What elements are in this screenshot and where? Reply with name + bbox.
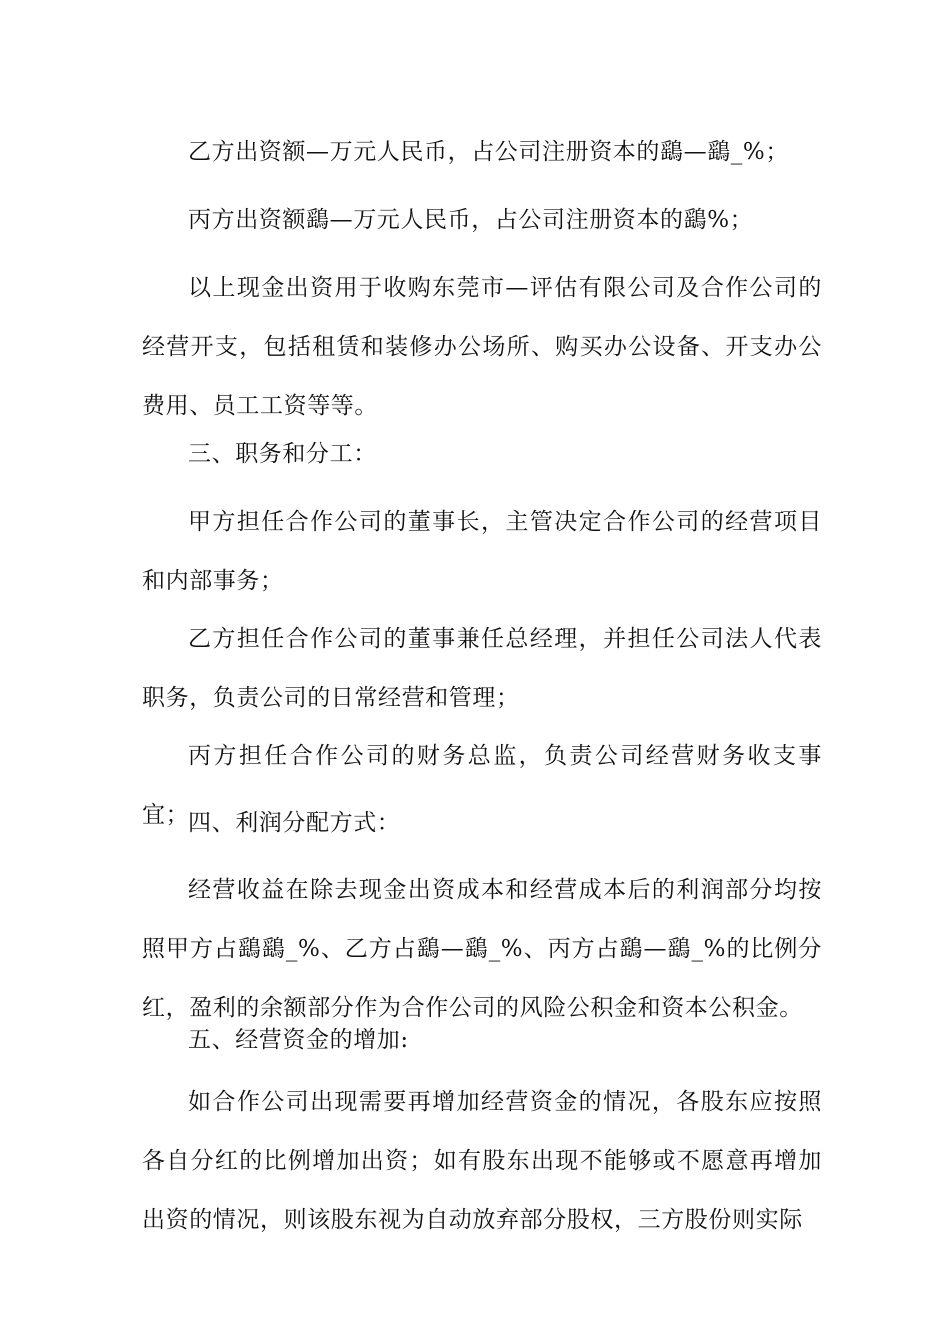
paragraph-yi-capital: 乙方出资额—万元人民币，占公司注册资本的鷂—鷂_%； (188, 139, 789, 165)
paragraph-capital-increase: 如合作公司出现需要再增加经营资金的情况，各股东应按照各自分红的比例增加出资；如有股东出现不能够或不愿意再增加出资的情况，则该股东视为自动放弃部分股权，三方股份则实际 (142, 1089, 822, 1233)
section-heading-capital-increase: 五、经营资金的增加: (188, 1027, 409, 1053)
paragraph-profit-distribution: 经营收益在除去现金出资成本和经营成本后的利润部分均按照甲方占鷂鷂_%、乙方占鷂—鷂_%、丙方占鷂—鷂_%的比例分红，盈利的余额部分作为合作公司的风险公积金和资本公积金。 (142, 877, 822, 1021)
paragraph-capital-usage: 以上现金出资用于收购东莞市—评估有限公司及合作公司的经营开支，包括租赁和装修办公场所、购买办公设备、开支办公费用、员工工资等等。 (142, 275, 822, 419)
paragraph-yi-duty: 乙方担任合作公司的董事兼任总经理，并担任公司法人代表职务，负责公司的日常经营和管理； (142, 626, 822, 711)
paragraph-jia-duty: 甲方担任合作公司的董事长，主管决定合作公司的经营项目和内部事务； (142, 509, 822, 594)
section-heading-duties: 三、职务和分工： (188, 441, 377, 467)
paragraph-bing-duty: 丙方担任合作公司的财务总监，负责公司经营财务收支事宜； (142, 743, 822, 828)
section-heading-profit: 四、利润分配方式： (188, 810, 401, 836)
paragraph-bing-capital: 丙方出资额鷂—万元人民币，占公司注册资本的鷂%； (188, 207, 754, 233)
